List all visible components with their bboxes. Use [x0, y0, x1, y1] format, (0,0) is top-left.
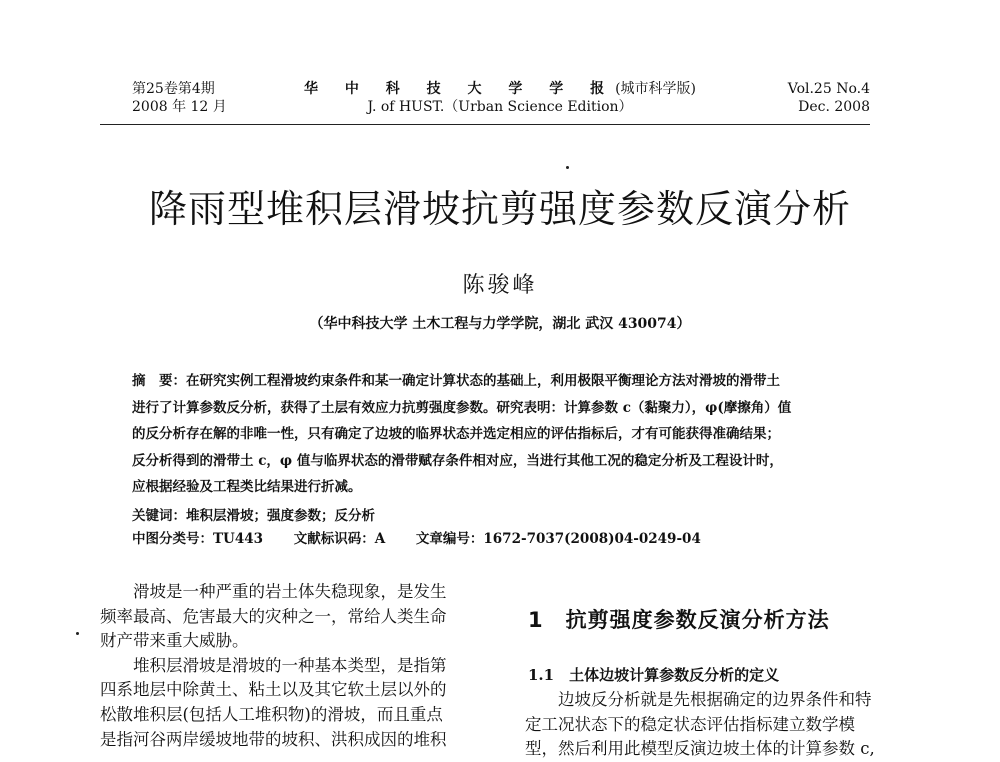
paper-author: 陈骏峰 — [462, 273, 538, 298]
author-affiliation: （华中科技大学 土木工程与力学学院，湖北 武汉 430074） — [309, 316, 691, 332]
issue-volume: 第25卷第4期 — [132, 81, 215, 97]
abstract-line: 反分析得到的滑带土 c，φ 值与临界状态的滑带赋存条件相对应，当进行其他工况的稳定分析及工程设计时， — [132, 452, 783, 469]
abstract-line: 进行了计算参数反分析，获得了土层有效应力抗剪强度参数。研究表明：计算参数 c（黏聚力），φ(摩擦角）值 — [132, 399, 792, 416]
paragraph-line: 频率最高、危害最大的灾种之一，常给人类生命 — [100, 606, 447, 626]
paragraph-line: 四系地层中除黄土、粘土以及其它软土层以外的 — [100, 680, 447, 700]
clc-number: 中图分类号：TU443 — [132, 531, 263, 547]
document-code: 文献标识码：A — [293, 531, 386, 547]
abstract-line: 的反分析存在解的非唯一性，只有确定了边坡的临界状态并选定相应的评估指标后，才有可能获得准确结果； — [132, 426, 780, 443]
paragraph-line: 型，然后利用此模型反演边坡土体的计算参数 c, — [525, 739, 875, 759]
paper-title: 降雨型堆积层滑坡抗剪强度参数反演分析 — [148, 187, 851, 231]
keywords: 关键词：堆积层滑坡；强度参数；反分析 — [132, 508, 375, 524]
journal-issue-en — [788, 80, 870, 116]
paragraph-line: 滑坡是一种严重的岩土体失稳现象，是发生 — [133, 582, 447, 601]
paragraph-line: 是指河谷两岸缓坡地带的坡积、洪积成因的堆积 — [100, 729, 447, 749]
scan-speck — [76, 632, 79, 635]
journal-edition-cn: (城市科学版) — [615, 81, 697, 97]
classification-line — [132, 528, 727, 550]
paragraph-line: 松散堆积层(包括人工堆积物)的滑坡，而且重点 — [100, 704, 443, 724]
abstract — [132, 368, 872, 501]
paragraph-line: 堆积层滑坡是滑坡的一种基本类型，是指第 — [133, 655, 447, 675]
section-heading: 1 抗剪强度参数反演分析方法 — [528, 608, 830, 632]
paragraph-line: 财产带来重大威胁。 — [100, 631, 249, 651]
volume-number: Vol.25 No.4 — [787, 81, 870, 97]
paragraph-line: 定工况状态下的稳定状态评估指标建立数学模 — [525, 714, 855, 734]
body-right-column — [525, 688, 895, 762]
body-left-column — [100, 580, 480, 752]
journal-name-en: J. of HUST.（Urban Science Edition） — [367, 99, 633, 115]
subsection-heading: 1.1 土体边坡计算参数反分析的定义 — [528, 666, 780, 684]
issue-date: 2008 年 12 月 — [132, 99, 227, 115]
abstract-label: 摘 要： — [132, 373, 186, 389]
abstract-line: 摘 要：在研究实例工程滑坡约束条件和某一确定计算状态的基础上，利用极限平衡理论方法对滑坡的滑带土 — [132, 373, 780, 389]
article-number: 文章编号：1672-7037(2008)04-0249-04 — [415, 531, 701, 547]
paragraph-line: 边坡反分析就是先根据确定的边界条件和特 — [558, 690, 872, 709]
scan-speck — [566, 166, 569, 169]
header-rule — [100, 124, 870, 125]
issue-month: Dec. 2008 — [798, 99, 870, 115]
abstract-line: 应根据经验及工程类比结果进行折减。 — [132, 479, 362, 496]
journal-name-cn: 华 中 科 技 大 学 学 报(城市科学版) — [303, 81, 697, 97]
